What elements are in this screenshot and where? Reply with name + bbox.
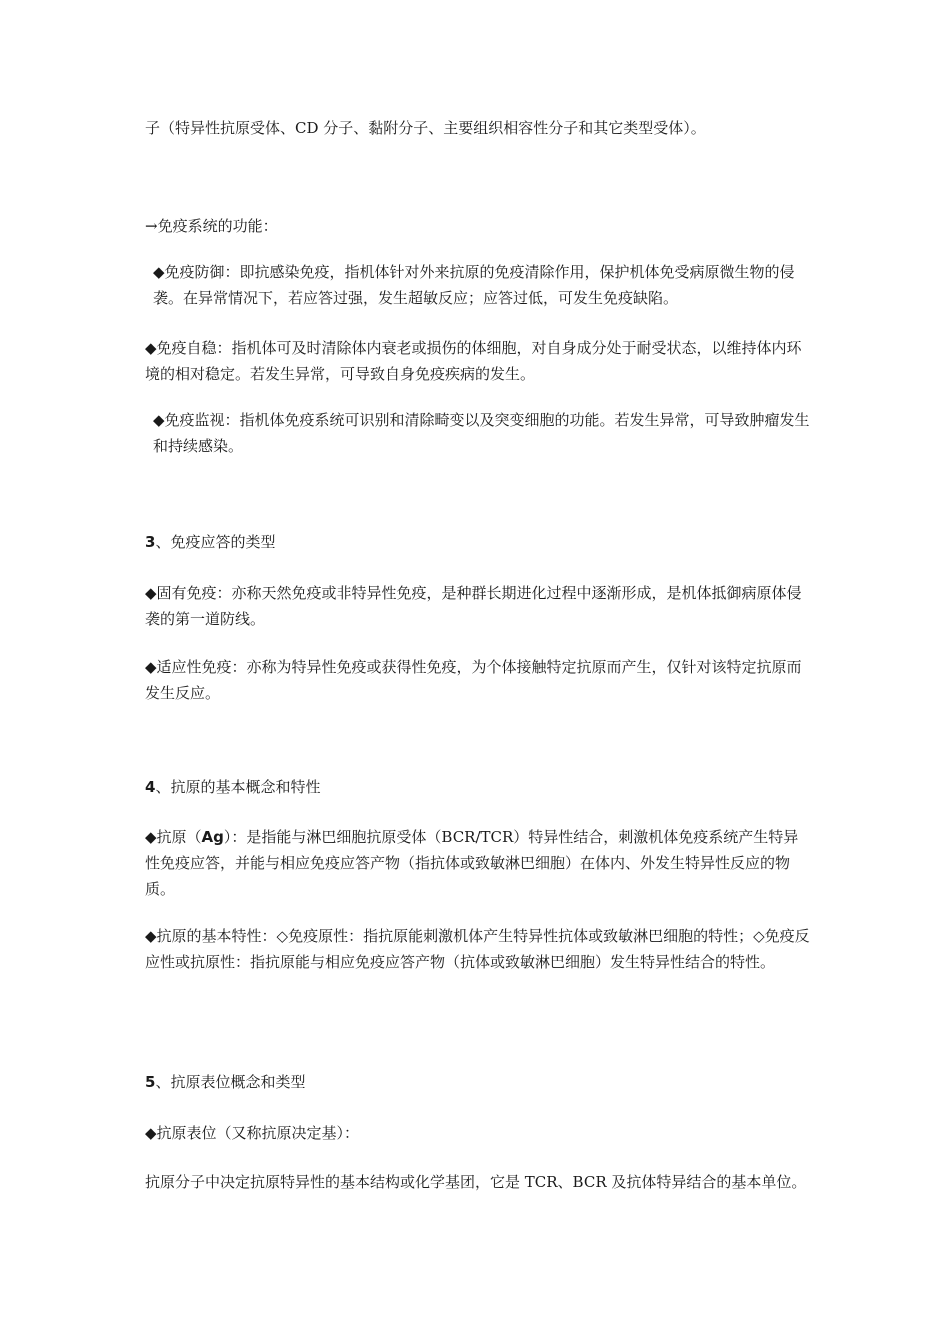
paragraph-epitope-heading: ◆抗原表位（又称抗原决定基）： (145, 1124, 360, 1142)
section-title: 、抗原的基本概念和特性 (155, 778, 321, 796)
paragraph-innate-immunity: ◆固有免疫：亦称天然免疫或非特异性免疫，是种群长期进化过程中逐渐形成，是机体抵御病原体侵袭的第一道防线。 (145, 584, 802, 628)
section-title: 、抗原表位概念和类型 (155, 1073, 306, 1091)
paragraph-immune-homeostasis: ◆免疫自稳：指机体可及时清除体内衰老或损伤的体细胞，对自身成分处于耐受状态，以维持体内环境的相对稳定。若发生异常，可导致自身免疫疾病的发生。 (145, 339, 802, 383)
section-heading-3 (145, 529, 810, 555)
section-title: 、免疫应答的类型 (155, 533, 276, 551)
paragraph-antigen-properties: ◆抗原的基本特性：◇免疫原性：指抗原能刺激机体产生特异性抗体或致敏淋巴细胞的特性；◇免疫反应性或抗原性：指抗原能与相应免疫应答产物（抗体或致敏淋巴细胞）发生特异性结合的特性。 (145, 927, 810, 971)
antigen-prefix: ◆抗原（ (145, 828, 202, 846)
section-heading-immune-functions: →免疫系统的功能： (145, 217, 278, 235)
section-number: 3 (145, 533, 156, 551)
section-number: 5 (145, 1073, 156, 1091)
paragraph-receptor-list: 子（特异性抗原受体、CD 分子、黏附分子、主要组织相容性分子和其它类型受体）。 (145, 119, 706, 137)
paragraph-immune-surveillance: ◆免疫监视：指机体免疫系统可识别和清除畸变以及突变细胞的功能。若发生异常，可导致肿瘤发生和持续感染。 (153, 411, 810, 455)
section-heading-4 (145, 774, 810, 800)
section-heading-5 (145, 1069, 810, 1095)
antigen-abbrev: Ag (201, 828, 224, 846)
antigen-definition-text: ）：是指能与淋巴细胞抗原受体（BCR/TCR）特异性结合，刺激机体免疫系统产生特异性免疫应答，并能与相应免疫应答产物（指抗体或致敏淋巴细胞）在体内、外发生特异性反应的物质。 (145, 828, 799, 898)
paragraph-antigen-definition (145, 824, 810, 902)
paragraph-epitope-definition: 抗原分子中决定抗原特异性的基本结构或化学基团，它是 TCR、BCR 及抗体特异结合的基本单位。 (145, 1173, 807, 1191)
paragraph-adaptive-immunity: ◆适应性免疫：亦称为特异性免疫或获得性免疫，为个体接触特定抗原而产生，仅针对该特定抗原而发生反应。 (145, 658, 802, 702)
section-number: 4 (145, 778, 156, 796)
paragraph-immune-defense: ◆免疫防御：即抗感染免疫，指机体针对外来抗原的免疫清除作用，保护机体免受病原微生物的侵袭。在异常情况下，若应答过强，发生超敏反应；应答过低，可发生免疫缺陷。 (153, 263, 795, 307)
